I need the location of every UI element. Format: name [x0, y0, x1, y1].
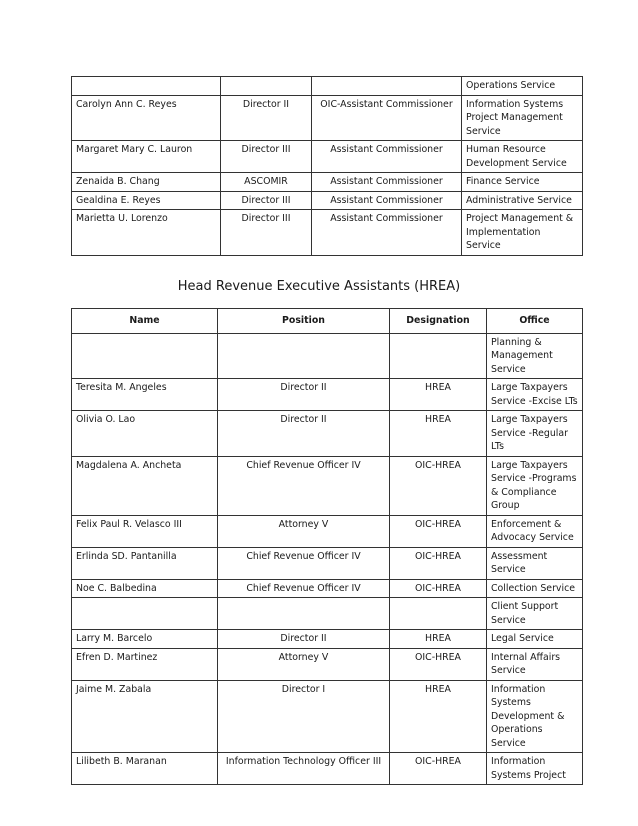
cell-name: Margaret Mary C. Lauron [72, 141, 221, 173]
cell-designation [312, 77, 462, 96]
table-row [72, 598, 583, 630]
cell-office: Legal Service [487, 630, 583, 649]
cell-designation: OIC-Assistant Commissioner [312, 95, 462, 141]
cell-office: Information Systems Project Management Service [462, 95, 583, 141]
cell-position [221, 77, 312, 96]
cell-designation: Assistant Commissioner [312, 191, 462, 210]
cell-name: Jaime M. Zabala [72, 680, 218, 753]
cell-name: Carolyn Ann C. Reyes [72, 95, 221, 141]
cell-name [72, 333, 218, 379]
cell-position: Information Technology Officer III [218, 753, 390, 785]
cell-office: Enforcement & Advocacy Service [487, 515, 583, 547]
cell-designation: HREA [390, 680, 487, 753]
cell-position: Chief Revenue Officer IV [218, 456, 390, 515]
cell-designation: HREA [390, 411, 487, 457]
header-office: Office [487, 309, 583, 334]
cell-designation: Assistant Commissioner [312, 141, 462, 173]
cell-office: Planning & Management Service [487, 333, 583, 379]
cell-name: Larry M. Barcelo [72, 630, 218, 649]
table-row [72, 173, 583, 192]
table-row [72, 456, 583, 515]
cell-designation: OIC-HREA [390, 456, 487, 515]
cell-name: Olivia O. Lao [72, 411, 218, 457]
cell-position: Attorney V [218, 648, 390, 680]
header-position: Position [218, 309, 390, 334]
cell-position: Director III [221, 141, 312, 173]
cell-position: Director I [218, 680, 390, 753]
cell-position: Director II [221, 95, 312, 141]
cell-name: Marietta U. Lorenzo [72, 210, 221, 256]
cell-office: Internal Affairs Service [487, 648, 583, 680]
cell-designation: HREA [390, 630, 487, 649]
cell-position [218, 333, 390, 379]
cell-office: Human Resource Development Service [462, 141, 583, 173]
table-row [72, 210, 583, 256]
cell-designation: OIC-HREA [390, 753, 487, 785]
table-row [72, 411, 583, 457]
table-row [72, 141, 583, 173]
table-row [72, 95, 583, 141]
cell-designation: OIC-HREA [390, 579, 487, 598]
cell-office: Large Taxpayers Service -Excise LTs [487, 379, 583, 411]
cell-position: Attorney V [218, 515, 390, 547]
cell-name [72, 77, 221, 96]
table-row [72, 191, 583, 210]
table-row [72, 379, 583, 411]
header-designation: Designation [390, 309, 487, 334]
cell-position: Chief Revenue Officer IV [218, 579, 390, 598]
cell-position: Director II [218, 411, 390, 457]
cell-name: Erlinda SD. Pantanilla [72, 547, 218, 579]
cell-designation [390, 598, 487, 630]
cell-position: Director II [218, 630, 390, 649]
table-header-row [72, 309, 583, 334]
cell-name: Magdalena A. Ancheta [72, 456, 218, 515]
cell-office: Administrative Service [462, 191, 583, 210]
cell-name: Zenaida B. Chang [72, 173, 221, 192]
cell-name: Efren D. Martinez [72, 648, 218, 680]
table-row [72, 680, 583, 753]
hrea-table [71, 308, 583, 785]
table-row [72, 515, 583, 547]
cell-designation: Assistant Commissioner [312, 173, 462, 192]
cell-office: Information Systems Project [487, 753, 583, 785]
table-row [72, 333, 583, 379]
cell-office: Client Support Service [487, 598, 583, 630]
cell-office: Operations Service [462, 77, 583, 96]
cell-office: Project Management & Implementation Service [462, 210, 583, 256]
cell-office: Collection Service [487, 579, 583, 598]
cell-designation: OIC-HREA [390, 547, 487, 579]
cell-name: Gealdina E. Reyes [72, 191, 221, 210]
table-row [72, 579, 583, 598]
cell-office: Large Taxpayers Service -Programs & Compliance Group [487, 456, 583, 515]
table-row [72, 648, 583, 680]
section-title: Head Revenue Executive Assistants (HREA) [177, 279, 461, 294]
commissioner-table [71, 76, 583, 256]
cell-position: Chief Revenue Officer IV [218, 547, 390, 579]
table-row [72, 77, 583, 96]
cell-designation: Assistant Commissioner [312, 210, 462, 256]
cell-position: Director II [218, 379, 390, 411]
cell-name: Lilibeth B. Maranan [72, 753, 218, 785]
cell-designation [390, 333, 487, 379]
table-row [72, 753, 583, 785]
cell-office: Large Taxpayers Service -Regular LTs [487, 411, 583, 457]
table-row [72, 547, 583, 579]
cell-name: Noe C. Balbedina [72, 579, 218, 598]
cell-designation: HREA [390, 379, 487, 411]
cell-name: Teresita M. Angeles [72, 379, 218, 411]
cell-office: Information Systems Development & Operations Service [487, 680, 583, 753]
cell-office: Assessment Service [487, 547, 583, 579]
cell-designation: OIC-HREA [390, 515, 487, 547]
cell-name: Felix Paul R. Velasco III [72, 515, 218, 547]
header-name: Name [72, 309, 218, 334]
cell-position: ASCOMIR [221, 173, 312, 192]
cell-office: Finance Service [462, 173, 583, 192]
cell-position: Director III [221, 210, 312, 256]
cell-name [72, 598, 218, 630]
cell-position [218, 598, 390, 630]
table-row [72, 630, 583, 649]
cell-position: Director III [221, 191, 312, 210]
cell-designation: OIC-HREA [390, 648, 487, 680]
